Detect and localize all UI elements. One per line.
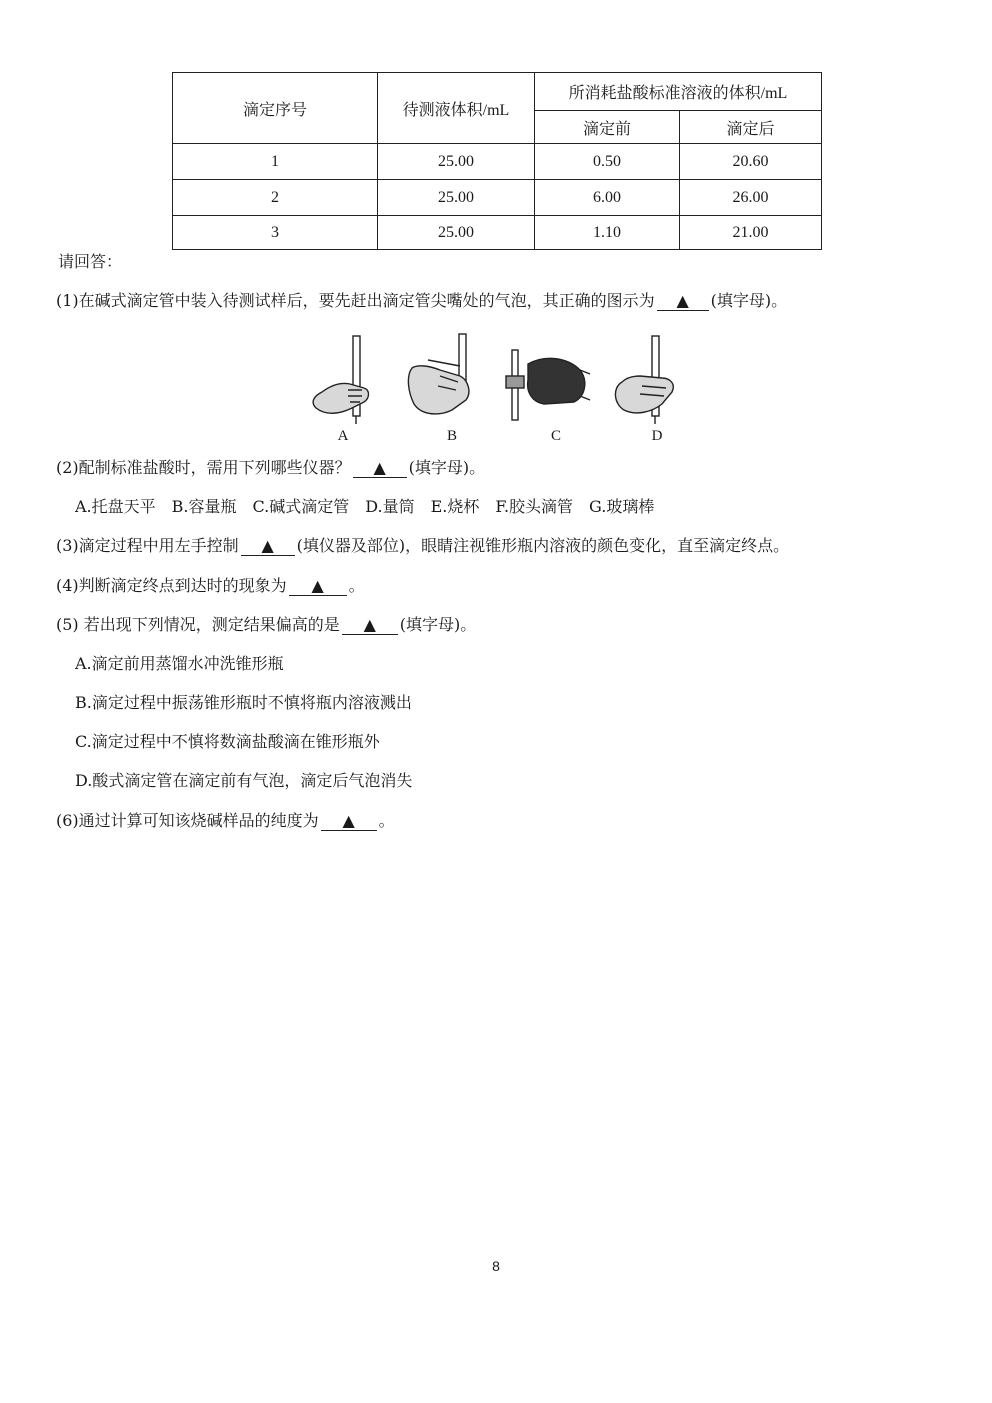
answer-blank: ▲ [657, 292, 709, 311]
figure-a-drawing [313, 336, 368, 424]
figure-label-d: D [651, 428, 663, 444]
figure-label-c: C [550, 428, 561, 444]
cell-seq: 1 [173, 144, 378, 180]
table-row [173, 144, 822, 180]
figure-label-b: B [446, 428, 457, 444]
cell-after: 26.00 [680, 180, 822, 216]
cell-after: 21.00 [680, 216, 822, 250]
header-sample-volume: 待测液体积/mL [378, 73, 535, 144]
titration-data-table [172, 72, 822, 250]
figure-d-drawing [615, 336, 673, 424]
answer-blank: ▲ [321, 812, 377, 831]
question-5-option-d: D.酸式滴定管在滴定前有气泡，滴定后气泡消失 [75, 771, 413, 790]
question-5-option-a: A.滴定前用蒸馏水冲洗锥形瓶 [75, 654, 284, 673]
cell-sample: 25.00 [378, 216, 535, 250]
table-row [173, 180, 822, 216]
cell-before: 6.00 [535, 180, 680, 216]
answer-blank: ▲ [289, 577, 347, 596]
cell-after: 20.60 [680, 144, 822, 180]
question-2-options: A.托盘天平 B.容量瓶 C.碱式滴定管 D.量筒 E.烧杯 F.胶头滴管 G.玻璃棒 [75, 497, 655, 516]
figure-c-drawing [506, 350, 590, 420]
answer-blank: ▲ [342, 616, 398, 635]
cell-sample: 25.00 [378, 144, 535, 180]
table-row [173, 216, 822, 250]
answer-blank: ▲ [241, 537, 295, 556]
question-3: (3)滴定过程中用左手控制 ▲ (填仪器及部位)，眼睛注视锥形瓶内溶液的颜色变化，直至滴定终点。 [56, 536, 790, 555]
cell-sample: 25.00 [378, 180, 535, 216]
figure-b-drawing [408, 334, 469, 414]
question-5-option-c: C.滴定过程中不慎将数滴盐酸滴在锥形瓶外 [75, 732, 380, 751]
burette-bubble-figure [300, 330, 700, 450]
figure-label-a: A [337, 428, 349, 444]
header-before: 滴定前 [535, 111, 680, 144]
question-4: (4)判断滴定终点到达时的现象为 ▲ 。 [56, 576, 365, 595]
header-after: 滴定后 [680, 111, 822, 144]
question-1: (1)在碱式滴定管中装入待测试样后，要先赶出滴定管尖嘴处的气泡，其正确的图示为 ▲ (填字母)。 [56, 291, 788, 310]
cell-seq: 3 [173, 216, 378, 250]
question-5-option-b: B.滴定过程中振荡锥形瓶时不慎将瓶内溶液溅出 [75, 693, 412, 712]
cell-before: 1.10 [535, 216, 680, 250]
page-number: 8 [492, 1258, 500, 1274]
question-5: (5) 若出现下列情况，测定结果偏高的是 ▲ (填字母)。 [56, 615, 477, 634]
header-seq: 滴定序号 [173, 73, 378, 144]
question-6: (6)通过计算可知该烧碱样品的纯度为 ▲ 。 [56, 811, 395, 830]
cell-before: 0.50 [535, 144, 680, 180]
answer-blank: ▲ [353, 459, 407, 478]
answer-intro: 请回答： [58, 252, 123, 271]
question-2: (2)配制标准盐酸时，需用下列哪些仪器？ ▲ (填字母)。 [56, 458, 486, 477]
cell-seq: 2 [173, 180, 378, 216]
burette-hands-illustration [300, 330, 700, 425]
header-acid-volume: 所消耗盐酸标准溶液的体积/mL [535, 73, 822, 111]
